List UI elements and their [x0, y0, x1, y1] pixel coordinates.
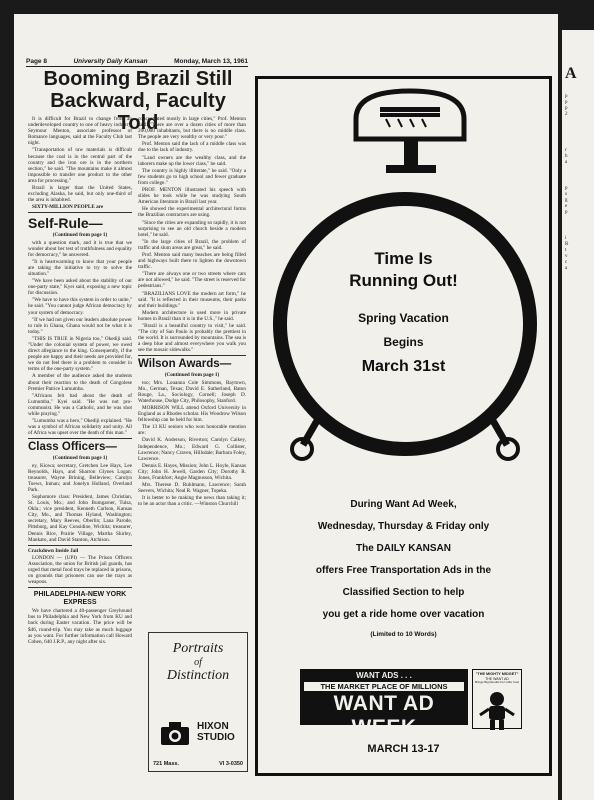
paragraph: Dennis E. Hayes, Mission; John L. Hoyle, Kansas City; John H. Jewell, Garden City; Dorothy R. Jones, Frankfort; Angie Magnusson, Wichita. [138, 462, 246, 481]
fragment: A [565, 65, 577, 82]
paragraph: Prof. Menton said the lack of a middle class was due to the lack of industry. [138, 141, 246, 154]
paragraph: "It is heartwarming to know that your people are taking the initiative to try to solve the situation." [28, 258, 132, 277]
paragraph: "Transportation of raw materials is difficult because the coal is in the central part of the country and the iron ore is in the northern section," he said. "The mountains make it almost impossible to transfer one product to the other area for processing." [28, 147, 132, 184]
paragraph: MORRISON WILL attend Oxford University in England as a Rhodes scholar. His Woodrow Wilson fellowship can be held for him. [138, 404, 246, 424]
paper-name: University Daily Kansan [73, 58, 148, 65]
paragraph: "BRAZILIANS LOVE the modern art form," he said. "It is reflected in their museums, their parks and their buildings." [138, 290, 246, 309]
paragraph: Brazil is larger than the United States, excluding Alaska, he said, but only one-third of the area is inhabited. [28, 185, 132, 204]
ad-line-6: you get a ride home over vacation [322, 609, 485, 620]
ad-spring-vacation: Spring Vacation [358, 311, 449, 325]
fragment: p [565, 94, 568, 99]
left-column [28, 116, 132, 646]
ad-headline-2: Running Out! [349, 271, 458, 290]
paragraph: "Africans felt bad about the death of Lumumba," Kyei said. "He was not pro-communist. He was a Catholic, and he was shot while praying." [28, 392, 132, 418]
paragraph: "There are always one or two streets where cars are not allowed," he said. "The street is reserved for pedestrians." [138, 271, 246, 290]
fragment: s [565, 192, 567, 197]
fragment: p [565, 186, 568, 191]
paragraph: It is better to be making the news than taking it; to be an actor than a critic. —Winston Churchill [138, 495, 246, 508]
studio-contact [153, 761, 243, 767]
officers-headline: Class Officers— [28, 441, 117, 454]
selfrule-headline: Self-Rule— [28, 215, 103, 232]
newspaper-page [14, 14, 558, 800]
mascot-label: "THE MIGHTY MIDGET" [475, 672, 519, 676]
paragraph: "THIS IS TRUE in Nigeria too," Okediji said. "Under the colonial system of power, we owed direct allegiance to the king. Consequently, if the people are happy and their needs are provided for, we do not feel there is a problem to consider in terms of the one-party system." [28, 335, 132, 373]
paragraph: Modern architecture is used more in private homes in Brazil than it is in the U.S.," he said. [138, 309, 246, 322]
continued-line: (Continued from page 1) [164, 372, 220, 379]
paragraph: "Land owners are the wealthy class, and the laborers make up the lower class," he said. [138, 154, 246, 167]
paragraph: We have chartered a 40-passenger Greyhound bus to Philadelphia and New York from KU and back during Easter vacation. The price will be $46, round-trip. You may take as much luggage as you want. For further information call Howard Cohen, 640 J.R.P., any night after six. [28, 608, 132, 645]
fragment: a [565, 160, 568, 165]
divider [138, 355, 246, 356]
ad-dates: MARCH 13-17 [367, 743, 440, 755]
paragraph: The 13 KU seniors who won honorable mention are: [138, 424, 246, 437]
ad-line-4: offers Free Transportation Ads in the [315, 565, 492, 576]
divider [28, 587, 132, 588]
fragment: i [565, 236, 567, 241]
wilson-headline: Wilson Awards— [138, 358, 232, 371]
paragraph: David K. Anderson, Riverton; Carolyn Caikey, Independence, Mo.; Edward G. Collister, Lawrence; Nancy Craven, Hillsdale; Barbara Foley, Lawrence. [138, 437, 246, 462]
ad-line-5: Classified Section to help [342, 587, 465, 598]
want-ad-banner [300, 669, 468, 739]
fragment: t [565, 248, 567, 253]
issue-date: Monday, March 13, 1961 [174, 58, 248, 65]
brazil-headline: Booming Brazil Still Backward, Faculty Told [43, 68, 233, 134]
page-header [26, 58, 248, 67]
middle-column [138, 116, 246, 508]
divider [28, 212, 132, 213]
studio-name-1: HIXON [197, 721, 229, 732]
paragraph: SIXTY-MILLION PEOPLE are [32, 204, 104, 211]
paragraph: too; Mrs. Louanna Cole Simmons, Raytown, Mo., German, Texas; David E. Sutherland, Baton Rouge, La., Sociology, Cornell; Joseph D. Waterhouse, Dodge City, Philosophy, Stanford. [138, 379, 246, 404]
paragraph: Mrs. Therese D. Ruhlmann, Lawrence; Sarah Seevers, Wichita; Neal R. Wagner, Topeka. [138, 482, 246, 495]
paragraph: with a question mark, and it is true that we wonder about her test of truthfulness and equality for democracy," he answered. [28, 239, 132, 258]
fragment: e [565, 204, 568, 209]
paragraph: The country is highly illiterate," he said. "Only a few students go to high school and fewer graduate from college." [138, 167, 246, 186]
portraits-of: of [194, 657, 202, 668]
paragraph: A member of the audience asked the students about their reaction to the death of Congolese Premier Patrice Lumumba. [28, 373, 132, 392]
fragment: c [565, 260, 568, 265]
mascot-sub-2: Brings Big Results For Little Cost [474, 679, 519, 684]
paragraph: PROF. MENTON illustrated his speech with slides he took while he was studying South American literature in Brazil last year. [138, 187, 246, 206]
ad-line-1: During Want Ad Week, [350, 499, 457, 510]
page-number: Page 8 [26, 58, 47, 65]
paragraph: concentrated mostly in large cities," Prof. Menton said. "There are over a dozen cities of more than 200,000 inhabitants, but there is no middle class. The people are very wealthy or very poor." [138, 116, 246, 141]
want-ad-advertisement [255, 76, 552, 776]
continued-line: (Continued from page 1) [52, 232, 108, 239]
studio-name [197, 721, 235, 743]
paragraph: "We have to have this system in order to unite," he said. "You cannot judge African democracy by your system of democracy. [28, 297, 132, 316]
divider [28, 438, 132, 439]
ad-limit: (Limited to 10 Words) [370, 631, 437, 638]
fragment: a [565, 266, 568, 271]
fragment: p [565, 210, 568, 215]
crackdown-headline: Crackdown Inside Jail [28, 547, 79, 554]
brazil-story-a [28, 116, 132, 210]
mascot-sub: THE WANT AD [485, 676, 509, 681]
paragraph: Prof. Menton said many beaches are being filled and highways built there to lighten the downtown traffic. [138, 251, 246, 271]
paragraph: It is difficult for Brazil to change from an underdeveloped country to one of heavy industry, Seymour Menton, associate professor of Romance languages, said at the Faculty Club last night. [28, 116, 132, 147]
ad-begins: Begins [383, 335, 424, 349]
ad-date: March 31st [361, 358, 446, 375]
mascot-icon [472, 689, 522, 733]
paragraph: LONDON — (UPI) — The Prison Officers Association, the union for British jail guards, has urged that metal food trays be replaced in prisons, on grounds that prisoners can use the trays as weapons. [28, 554, 132, 586]
paragraph: Sophomore class: President, James Christian, St. Louis, Mo.; and John Bumgarner, Tulsa, Okla.; vice president, Kenneth Carlson, Kansas City, Mo., and Thomas Hyland, Washington; secretary, Mary Reeves, Oberlin; Lana Parode, Pittsburg, and Kay Considine, Wichita; treasurer, Dennis Rice, Prairie Village, Martha Shirley, Mankato, and David Stanton, Atchison. [28, 493, 132, 543]
fragment: h [565, 154, 568, 159]
fragment: p [565, 106, 568, 111]
paragraph: He showed the experimental architectural forms the Brazilian contractors are using. [138, 206, 246, 219]
portraits-distinction: Distinction [166, 668, 230, 683]
fragment: v [565, 254, 568, 259]
banner-mid: THE MARKET PLACE OF MILLIONS [304, 682, 464, 691]
ad-line-3: The DAILY KANSAN [355, 543, 451, 554]
paragraph: "If we had not given our leaders absolute power to rule in Ghana, Ghana would not be what it is today." [28, 316, 132, 335]
fragment: p [565, 100, 568, 105]
adjacent-page-fragment [562, 30, 594, 800]
fragment: g [565, 198, 568, 203]
portraits-title: Portraits [172, 641, 224, 656]
studio-phone: VI 3-0350 [219, 761, 243, 767]
paragraph: "We have been asked about the stability of our one-party state," Kyei said, exposing a new topic for discussion. [28, 278, 132, 297]
paragraph: "Since the cities are expanding so rapidly, it is not surprising to see an old church beside a modern hotel," he said. [138, 219, 246, 238]
studio-name-2: STUDIO [197, 732, 235, 743]
camera-icon [159, 719, 191, 747]
banner-big: WANT AD WEEK [333, 692, 435, 739]
paragraph: "Brazil is a beautiful country to visit," he said. "The city of San Paulo is probably the prettiest in the world. It is surrounded by mountains. The sea is a deep blue and almost everywhere you walk you see the mosaic sidewalks." [138, 323, 246, 354]
portraits-ad [148, 632, 248, 772]
divider [28, 545, 132, 546]
fragment: r [565, 148, 567, 153]
ad-headline-1: Time Is [374, 249, 433, 268]
studio-address: 721 Mass. [153, 761, 179, 767]
fragment: 2 [565, 112, 568, 117]
philly-headline: PHILADELPHIA-NEW YORK EXPRESS [33, 591, 127, 607]
banner-small: WANT ADS . . . [356, 671, 412, 680]
ad-line-2: Wednesday, Thursday & Friday only [317, 521, 490, 532]
paragraph: "In the large cities of Brazil, the problem of traffic and slum areas are great," he said. [138, 238, 246, 251]
fragment: R [565, 242, 569, 247]
paragraph: ey, Kiowa; secretary, Gretchen Lee Hays, Lee Reynolds, Hays, and Sharron Glynes Logan; treasurer, Wayne Brining, Belleview; Carolyn Toews, Inman; and Jonelyn Holland, Overland Park. [28, 462, 132, 493]
paragraph: "Lumumba was a hero," Okediji explained. "He was a symbol of African solidarity and unity. All of Africa was upset over the death of this man." [28, 418, 132, 437]
continued-line: (Continued from page 1) [52, 455, 108, 462]
